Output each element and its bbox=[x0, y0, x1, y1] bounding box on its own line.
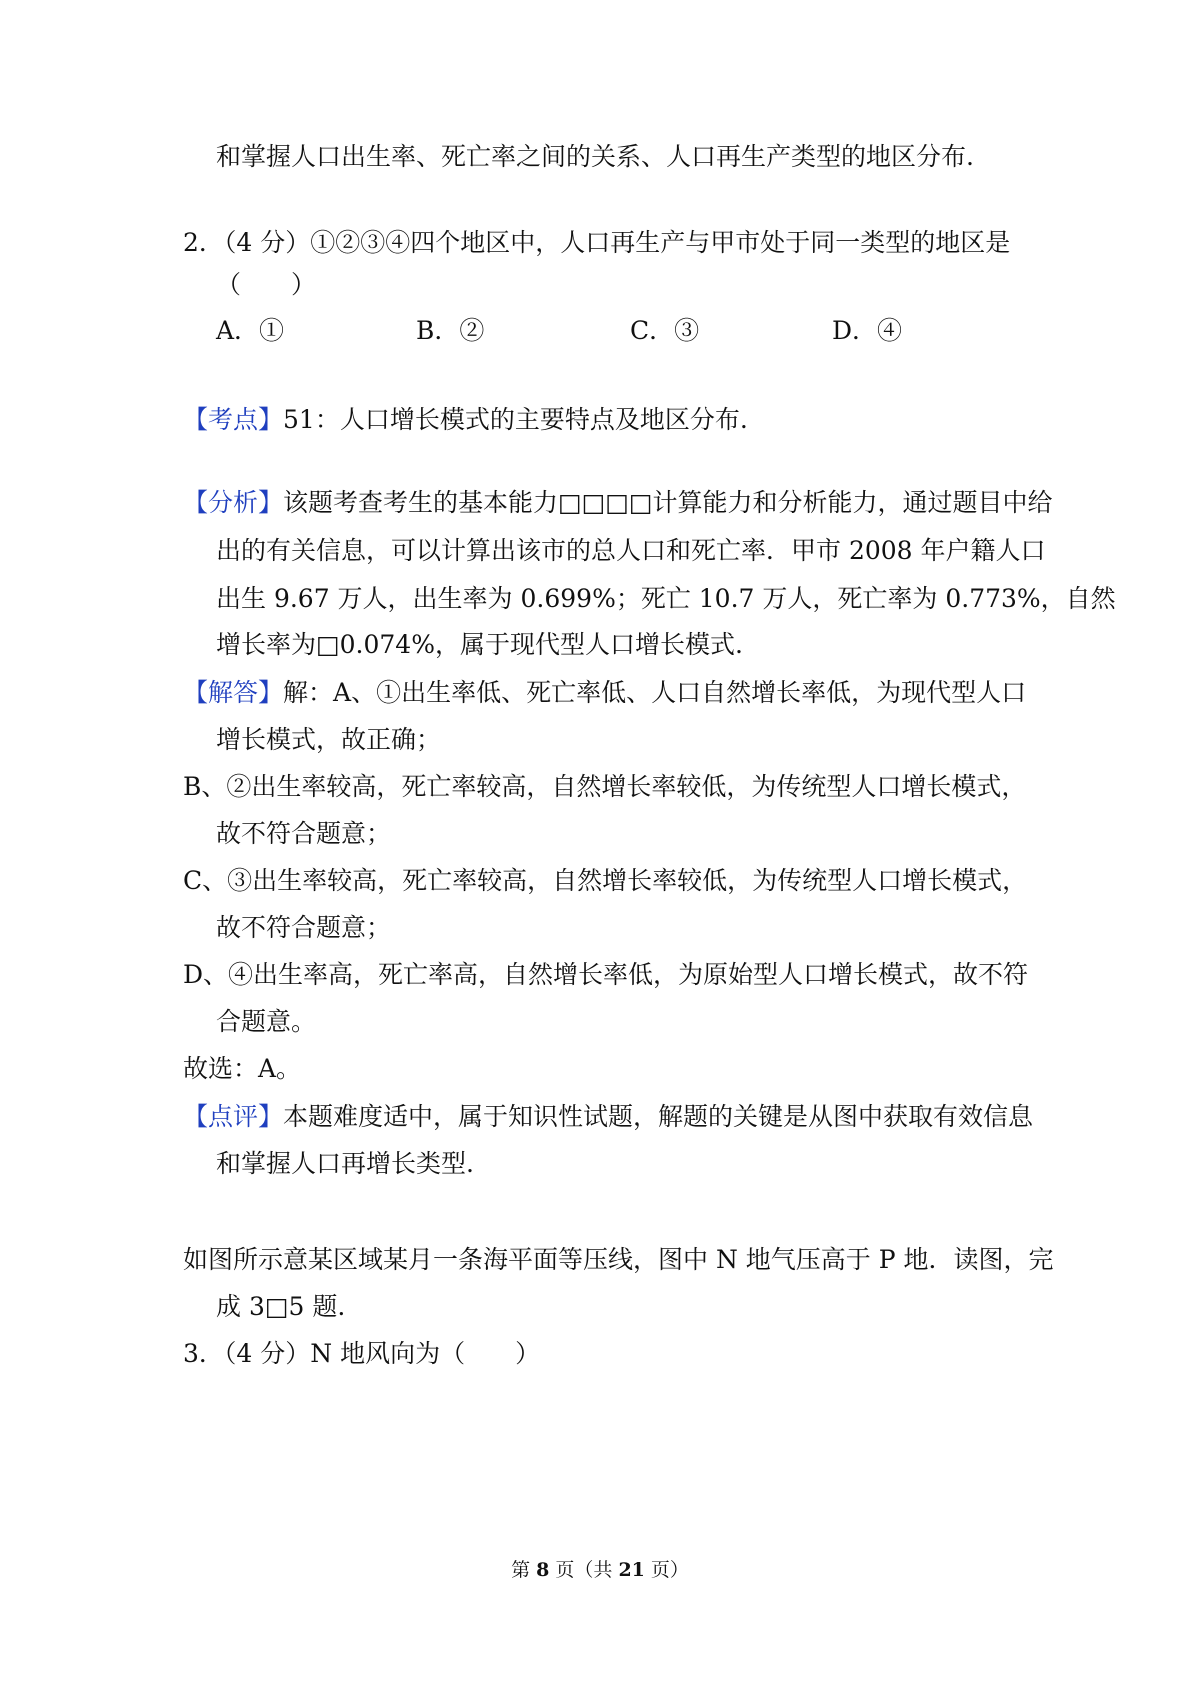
kaodian-tag: 【考点】 bbox=[183, 405, 284, 434]
dianping-line-1: 【点评】本题难度适中，属于知识性试题，解题的关键是从图中获取有效信息 bbox=[183, 1102, 1034, 1131]
answer-d-line-2: 合题意。 bbox=[216, 1007, 317, 1036]
fenxi-line-4: 增长率为□0.074%，属于现代型人口增长模式. bbox=[216, 630, 743, 659]
answer-c-line-1: C、③出生率较高，死亡率较高，自然增长率较低，为传统型人口增长模式， bbox=[183, 866, 1028, 895]
page-footer: 第 8 页（共 21 页） bbox=[511, 1559, 689, 1581]
answer-c-line-2: 故不符合题意； bbox=[216, 913, 392, 942]
question-2-options bbox=[0, 314, 1200, 348]
option-d: D．④ bbox=[832, 316, 903, 345]
fenxi-tag: 【分析】 bbox=[183, 488, 284, 517]
dianping-line-2: 和掌握人口再增长类型. bbox=[216, 1149, 474, 1178]
fenxi-line-2: 出的有关信息，可以计算出该市的总人口和死亡率．甲市 2008 年户籍人口 bbox=[216, 536, 1046, 565]
question-2-blank: （ ） bbox=[216, 270, 317, 299]
fenxi-line-1: 【分析】该题考查考生的基本能力□□□□计算能力和分析能力，通过题目中给 bbox=[183, 488, 1053, 517]
question-2-stem: 2．（4 分）①②③④四个地区中，人口再生产与甲市处于同一类型的地区是 bbox=[183, 228, 1011, 257]
jieda-line-1: 【解答】解：A、①出生率低、死亡率低、人口自然增长率低，为现代型人口 bbox=[183, 678, 1027, 707]
jieda-tag: 【解答】 bbox=[183, 678, 284, 707]
fenxi-line-3: 出生 9.67 万人，出生率为 0.699%；死亡 10.7 万人，死亡率为 0.773%，自然 bbox=[216, 584, 1116, 613]
answer-b-line-2: 故不符合题意； bbox=[216, 819, 392, 848]
kaodian-line: 【考点】51：人口增长模式的主要特点及地区分布. bbox=[183, 405, 748, 434]
intro-line-2: 成 3□5 题. bbox=[216, 1292, 346, 1321]
jieda-line-2: 增长模式，故正确； bbox=[216, 725, 442, 754]
question-3-stem: 3．（4 分）N 地风向为（ ） bbox=[183, 1339, 541, 1368]
footer-total-pages: 21 bbox=[618, 1559, 645, 1581]
footer-page-number: 8 bbox=[536, 1559, 550, 1581]
option-b: B．② bbox=[416, 316, 485, 345]
intro-line-1: 如图所示意某区域某月一条海平面等压线，图中 N 地气压高于 P 地．读图，完 bbox=[183, 1245, 1054, 1274]
answer-d-line-1: D、④出生率高，死亡率高，自然增长率低，为原始型人口增长模式，故不符 bbox=[183, 960, 1029, 989]
dianping-tag: 【点评】 bbox=[183, 1102, 284, 1131]
prev-comment-line: 和掌握人口出生率、死亡率之间的关系、人口再生产类型的地区分布. bbox=[216, 142, 974, 171]
option-c: C．③ bbox=[630, 316, 700, 345]
option-a: A．① bbox=[216, 316, 285, 345]
final-answer: 故选：A。 bbox=[183, 1054, 302, 1083]
answer-b-line-1: B、②出生率较高，死亡率较高，自然增长率较低，为传统型人口增长模式， bbox=[183, 772, 1027, 801]
